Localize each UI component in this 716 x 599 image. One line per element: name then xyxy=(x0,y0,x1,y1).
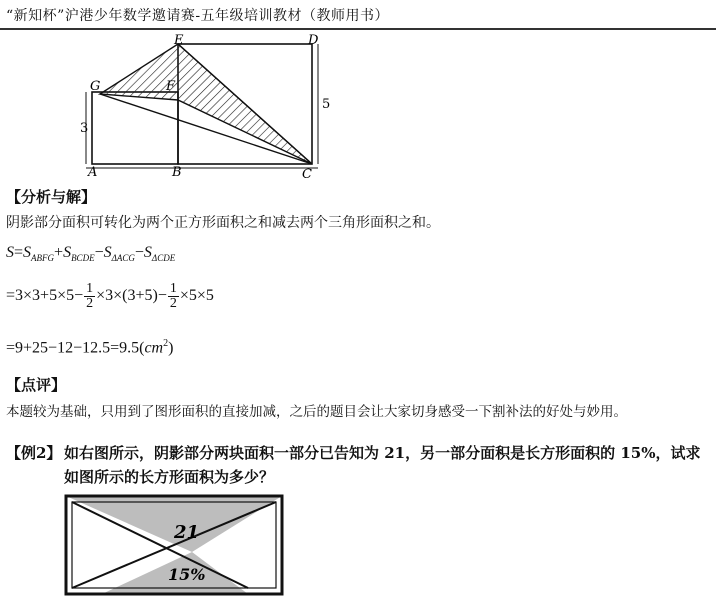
label-E: E xyxy=(174,33,184,48)
example-text-line-2: 如图所示的长方形面积为多少？ xyxy=(64,468,275,486)
label-G: G xyxy=(90,79,101,94)
analysis-text: 阴影部分面积可转化为两个正方形面积之和减去两个三角形面积之和。 xyxy=(6,215,440,231)
comment-text: 本题较为基础，只用到了图形面积的直接加减，之后的题目会让大家切身感受一下割补法的好处与妙用。 xyxy=(6,404,627,420)
page-header xyxy=(0,0,716,30)
label-21: 21 xyxy=(174,522,200,543)
small-square xyxy=(92,92,178,164)
fraction-half-1: $\frac{1}{2}$ xyxy=(86,281,94,311)
example-text-line-1: 如右图所示，阴影部分两块面积一部分已告知为 21，另一部分面积是长方形面积的 15%，试求 xyxy=(64,444,701,462)
example-label: 【例2】 xyxy=(6,444,62,462)
comment-heading: 【点评】 xyxy=(6,376,67,394)
label-B: B xyxy=(172,165,182,180)
figure-rectangle xyxy=(64,494,284,596)
label-15-percent: 15% xyxy=(168,565,206,584)
fraction-half-2: $\frac{1}{2}$ xyxy=(169,281,177,311)
figure-squares-triangle xyxy=(60,30,360,180)
equation-line-1: $S=S_{ABFG}+S_{BCDE}-S_{\Delta ACG}-S_{\Delta CDE}$ xyxy=(6,244,176,263)
header-title: “新知杯”沪港少年数学邀请赛-五年级培训教材（教师用书） xyxy=(6,8,390,24)
equation-line-2: =3×3+5×5− $\frac{1}{2}$ ×3×(3+5)− $\frac{1}{2}$ ×5×5 xyxy=(6,281,214,311)
analysis-heading: 【分析与解】 xyxy=(6,188,97,206)
label-side-3: 3 xyxy=(80,121,89,136)
label-C: C xyxy=(302,167,312,180)
label-A: A xyxy=(88,165,98,180)
equation-line-3: $=9+25-12-12.5=9.5(cm^2)$ xyxy=(6,338,174,357)
label-D: D xyxy=(308,33,319,48)
label-F: F xyxy=(166,79,176,94)
label-side-5: 5 xyxy=(322,97,331,112)
